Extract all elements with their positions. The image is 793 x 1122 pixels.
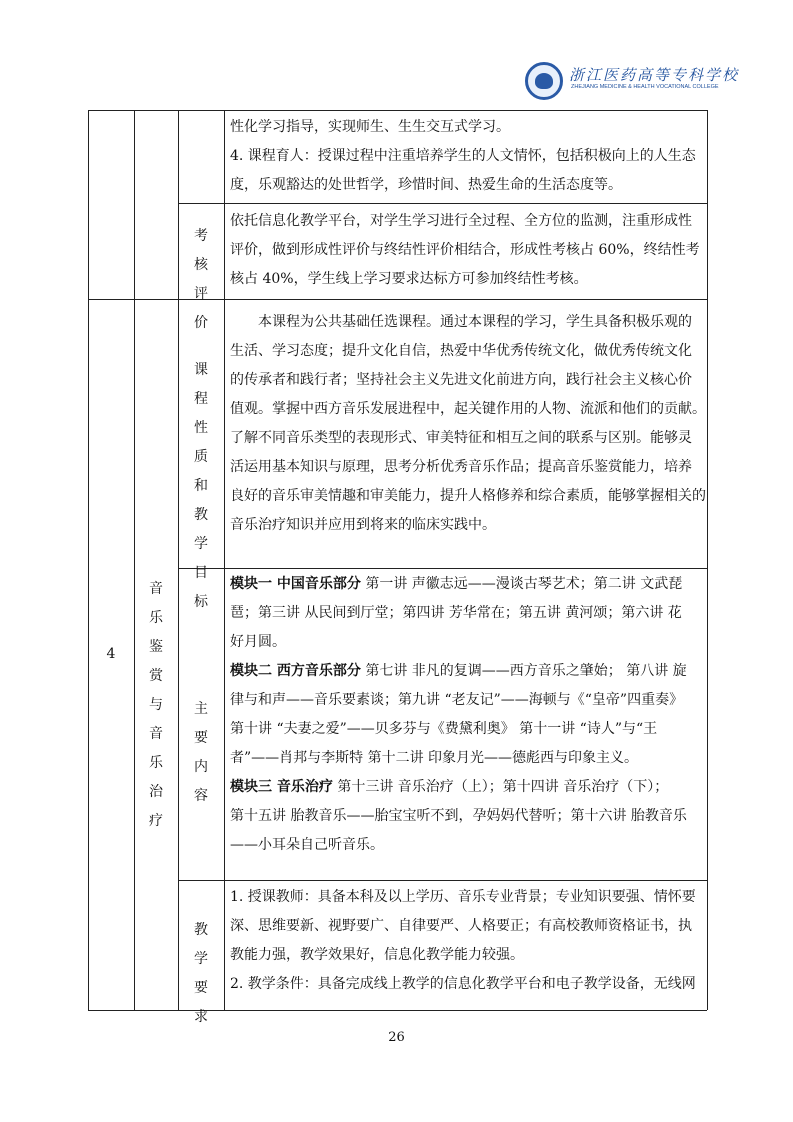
col-divider <box>178 110 179 1010</box>
module-title: 模块一 中国音乐部分 <box>230 576 361 592</box>
text-line: 评价，做到形成性评价与终结性评价相结合，形成性考核占 60%，终结性考 <box>230 242 700 258</box>
nature-label <box>188 356 214 617</box>
label-line: 疗 <box>149 813 163 829</box>
text-line: 本课程为公共基础任选课程。通过本课程的学习，学生具备积极乐观的 <box>258 314 692 330</box>
module-text: 第七讲 非凡的复调——西方音乐之肇始； 第八讲 旋 <box>360 663 687 679</box>
row-divider <box>178 203 707 204</box>
course-name <box>143 575 169 836</box>
module-2-line <box>230 657 687 686</box>
module-text: 第十三讲 音乐治疗（上）；第十四讲 音乐治疗（下）； <box>332 779 669 795</box>
assessment-text <box>230 207 700 294</box>
col-divider <box>224 110 225 1010</box>
label-line: 学目 <box>194 536 208 581</box>
text-line: 良好的音乐审美情趣和审美能力，提升人格修养和综合素质，能够掌握相关的 <box>230 488 706 504</box>
text-line: 深、思维要新、视野要广、自律要严、人格要正；有高校教师资格证书，执 <box>230 918 692 934</box>
module-3-line <box>230 773 687 802</box>
assessment-label <box>188 222 214 338</box>
text-line: 音乐治疗知识并应用到将来的临床实践中。 <box>230 517 496 533</box>
text-line: 了解不同音乐类型的表现形式、审美特征和相互之间的联系与区别。能够灵 <box>230 430 692 446</box>
label-line: 内容 <box>194 759 208 804</box>
label-line: 与音 <box>149 697 163 742</box>
text-line: 好月圆。 <box>230 634 286 650</box>
text-line: 生活、学习态度；提升文化自信，热爱中华优秀传统文化，做优秀传统文化 <box>230 343 692 359</box>
requirement-label <box>188 916 214 1032</box>
text-line: 教能力强，教学效果好，信息化教学能力较强。 <box>230 947 524 963</box>
table-border-top <box>88 110 707 111</box>
nature-text <box>230 308 706 540</box>
label-line: 标 <box>194 594 208 610</box>
module-title: 模块三 音乐治疗 <box>230 779 333 795</box>
row-divider <box>178 880 707 881</box>
school-name-en: ZHEJIANG MEDICINE & HEALTH VOCATIONAL COLLEGE <box>571 84 719 90</box>
col-divider <box>134 110 135 1010</box>
label-line: 主要 <box>194 701 208 746</box>
text-line: 第十五讲 胎教音乐——胎宝宝听不到，孕妈妈代替听；第十六讲 胎教音乐 <box>230 808 687 824</box>
label-line: 评价 <box>194 286 208 331</box>
content-label <box>188 695 214 811</box>
table-border-bottom <box>88 1010 707 1011</box>
text-line: 性化学习指导，实现师生、生生交互式学习。 <box>230 119 510 135</box>
page-number: 26 <box>388 1030 405 1045</box>
label-line: 课程 <box>194 362 208 407</box>
text-line: 第十讲 “夫妻之爱”——贝多芬与《费黛利奥》 第十一讲 “诗人”与“王 <box>230 721 658 737</box>
course-number: 4 <box>106 646 116 662</box>
label-line: 要求 <box>194 980 208 1025</box>
text-line: 核占 40%，学生线上学习要求达标方可参加终结性考核。 <box>230 271 588 287</box>
school-emblem-icon <box>525 62 563 100</box>
text-line: 者”——肖邦与李斯特 第十二讲 印象月光——德彪西与印象主义。 <box>230 750 639 766</box>
text-line: 活运用基本知识与原理，思考分析优秀音乐作品；提高音乐鉴赏能力，培养 <box>230 459 692 475</box>
text-line: 2. 教学条件：具备完成线上教学的信息化教学平台和电子教学设备，无线网 <box>230 976 696 992</box>
module-title: 模块二 西方音乐部分 <box>230 663 361 679</box>
label-line: 教学 <box>194 922 208 967</box>
requirement-text <box>230 883 696 999</box>
module-1-line <box>230 570 687 599</box>
text-line: ——小耳朵自己听音乐。 <box>230 837 384 853</box>
school-name: 浙江医药高等专科学校 <box>569 66 740 84</box>
school-logo <box>525 60 740 104</box>
text-line: 4. 课程育人：授课过程中注重培养学生的人文情怀，包括积极向上的人生态 <box>230 148 696 164</box>
row-divider <box>178 568 707 569</box>
label-line: 和教 <box>194 478 208 523</box>
text-line: 的传承者和践行者；坚持社会主义先进文化前进方向，践行社会主义核心价 <box>230 372 692 388</box>
text-line: 度，乐观豁达的处世哲学，珍惜时间、热爱生命的生活态度等。 <box>230 177 622 193</box>
content-text <box>230 570 687 860</box>
label-line: 音乐 <box>149 581 163 626</box>
top-text <box>230 113 696 200</box>
label-line: 性质 <box>194 420 208 465</box>
label-line: 鉴赏 <box>149 639 163 684</box>
text-line: 律与和声——音乐要素谈；第九讲 “老友记”——海顿与《“皇帝”四重奏》 <box>230 692 684 708</box>
table-border-right <box>707 110 708 1010</box>
row-divider <box>88 299 707 300</box>
text-line: 1. 授课教师：具备本科及以上学历、音乐专业背景；专业知识要强、情怀要 <box>230 889 696 905</box>
text-line: 依托信息化教学平台，对学生学习进行全过程、全方位的监测，注重形成性 <box>230 213 692 229</box>
label-line: 考核 <box>194 228 208 273</box>
col-divider <box>88 110 89 1010</box>
text-line: 值观。掌握中西方音乐发展进程中，起关键作用的人物、流派和他们的贡献。 <box>230 401 706 417</box>
text-line: 琶；第三讲 从民间到厅堂；第四讲 芳华常在；第五讲 黄河颂；第六讲 花 <box>230 605 682 621</box>
module-text: 第一讲 声徽志远——漫谈古琴艺术；第二讲 文武琵 <box>360 576 683 592</box>
label-line: 乐治 <box>149 755 163 800</box>
